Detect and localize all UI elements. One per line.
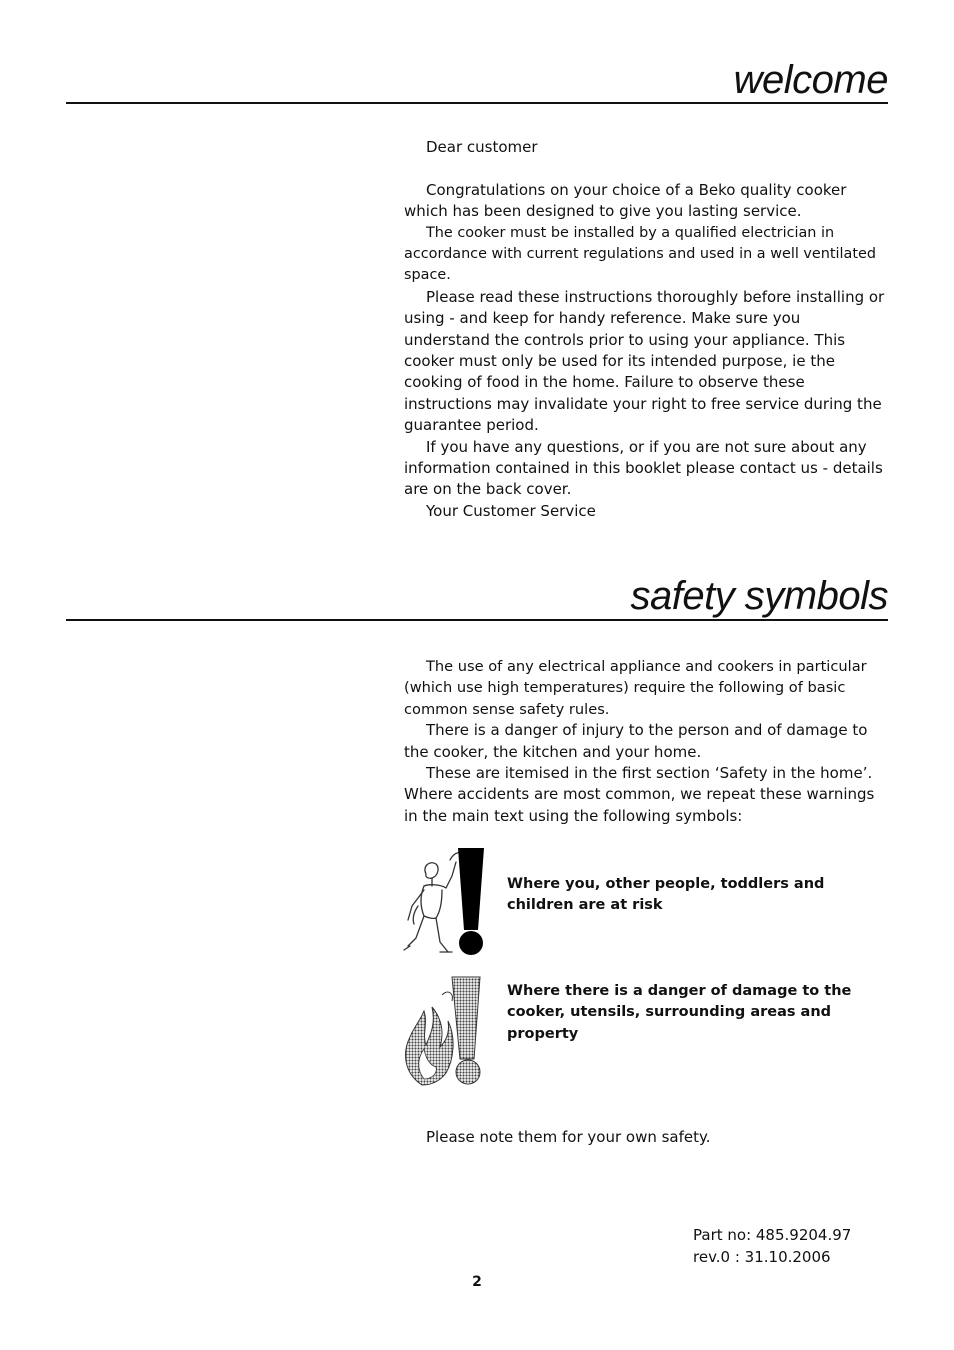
welcome-body — [404, 137, 890, 522]
page-number: 2 — [472, 1274, 482, 1290]
safety-paragraph: There is a danger of injury to the person and of damage to the cooker, the kitchen and your home. — [404, 721, 868, 761]
safety-body — [404, 656, 890, 827]
welcome-paragraph: Dear customer — [426, 138, 538, 156]
welcome-paragraph: Your Customer Service — [426, 501, 596, 520]
person-warning-icon — [402, 846, 494, 960]
safety-paragraph: The use of any electrical appliance and cookers in particular (which use high temperatures) require the following of basic common sense safety rules. — [404, 658, 867, 718]
welcome-paragraph: Congratulations on your choice of a Beko quality cooker which has been designed to give you lasting service. — [404, 180, 847, 221]
closing-paragraph: Please note them for your own safety. — [426, 1128, 711, 1146]
safety-rule — [66, 619, 888, 621]
welcome-paragraph: The cooker must be installed by a qualified electrician in accordance with current regulations and used in a well ventilated space. — [404, 224, 876, 284]
welcome-rule — [66, 102, 888, 104]
welcome-title: welcome — [733, 58, 888, 102]
welcome-paragraph: If you have any questions, or if you are not sure about any information contained in this booklet please contact us - details are on the back cover. — [404, 437, 883, 499]
part-number: Part no: 485.9204.97 — [693, 1226, 852, 1244]
welcome-paragraph: Please read these instructions thoroughly before installing or using - and keep for handy reference. Make sure you understand the controls prior to using your appliance. This cooker must only be used for its intended purpose, ie the cooking of food in the home. Failure to observe these instructions may invalidate your right to free service during the guarantee period. — [404, 287, 885, 435]
safety-paragraph: These are itemised in the first section ‘Safety in the home’. Where accidents are most common, we repeat these warnings in the main text using the following symbols: — [404, 764, 875, 825]
revision: rev.0 : 31.10.2006 — [693, 1248, 831, 1266]
person-warning-text: Where you, other people, toddlers and children are at risk — [507, 876, 825, 914]
safety-title: safety symbols — [630, 574, 888, 618]
safety-closing — [404, 1127, 890, 1148]
fire-warning-icon — [402, 975, 488, 1089]
fire-warning-text: Where there is a danger of damage to the cooker, utensils, surrounding areas and property — [507, 983, 852, 1042]
